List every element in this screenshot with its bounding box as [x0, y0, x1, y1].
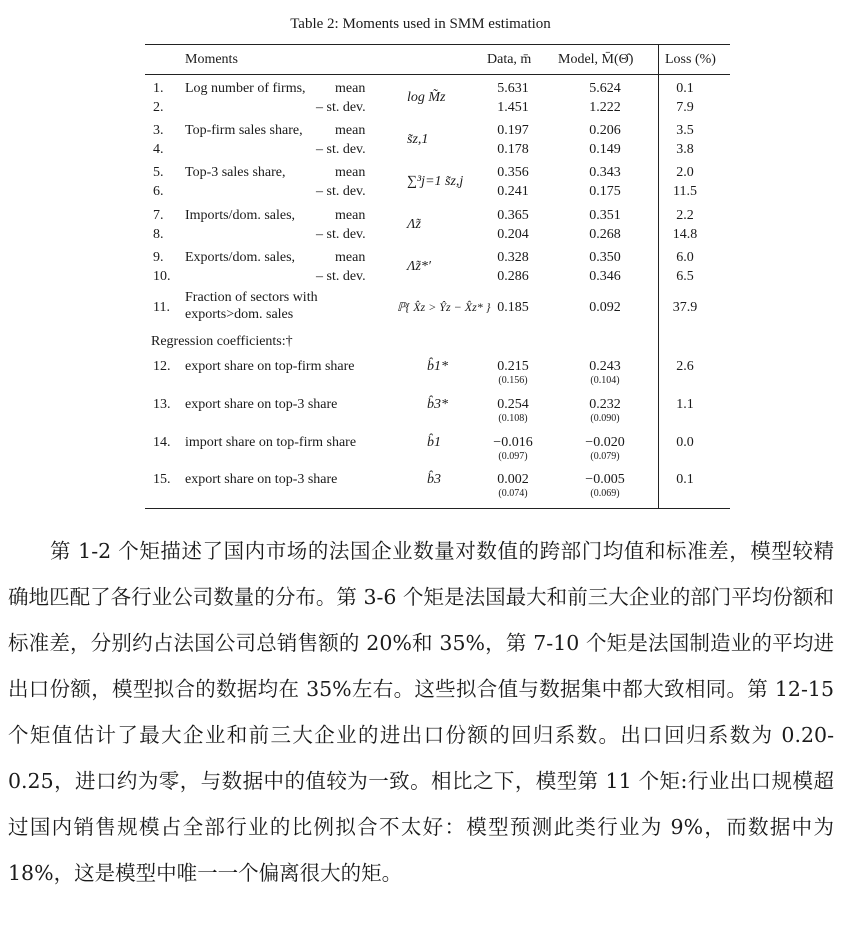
model-value: 0.268: [589, 227, 621, 242]
model-value: 0.243: [589, 359, 621, 374]
data-value: −0.016: [493, 435, 533, 450]
header-data: Data, m̄: [487, 52, 532, 67]
loss-value: 3.5: [676, 123, 694, 138]
data-value: 0.356: [497, 165, 529, 180]
loss-value: 6.5: [676, 269, 694, 284]
loss-value: 0.0: [676, 435, 694, 450]
data-value: 0.328: [497, 250, 529, 265]
model-value: 0.092: [589, 300, 621, 315]
moments-table: [145, 44, 730, 509]
moment-stat-mean: mean: [335, 81, 366, 96]
header-moments: Moments: [185, 52, 238, 67]
moment-stat-stdev: – st. dev.: [316, 100, 366, 115]
moment-symbol: b̂1: [427, 435, 441, 450]
loss-value: 14.8: [672, 227, 698, 242]
row-number: 9.: [153, 250, 164, 265]
moment-stat-stdev: – st. dev.: [316, 184, 366, 199]
loss-value: 3.8: [676, 142, 694, 157]
row-number: 14.: [153, 435, 171, 450]
data-value: 1.451: [497, 100, 529, 115]
moment-label: Exports/dom. sales,: [185, 250, 296, 265]
model-value: 0.149: [589, 142, 621, 157]
data-std-error: (0.156): [498, 375, 528, 386]
header-rule: [145, 74, 730, 75]
data-std-error: (0.108): [498, 413, 528, 424]
model-value: 0.206: [589, 123, 621, 138]
loss-value: 2.2: [676, 208, 694, 223]
loss-value: 1.1: [676, 397, 694, 412]
moment-symbol: b̂3*: [427, 397, 448, 412]
data-std-error: (0.097): [498, 451, 528, 462]
row-number: 6.: [153, 184, 164, 199]
row-number: 8.: [153, 227, 164, 242]
section-label: Regression coefficients:†: [151, 334, 293, 349]
model-value: −0.005: [585, 472, 625, 487]
moment-stat-mean: mean: [335, 250, 366, 265]
data-value: 0.365: [497, 208, 529, 223]
model-value: 0.350: [589, 250, 621, 265]
model-value: 0.175: [589, 184, 621, 199]
row-number: 4.: [153, 142, 164, 157]
loss-value: 2.0: [676, 165, 694, 180]
data-value: 0.286: [497, 269, 529, 284]
loss-value: 0.1: [676, 472, 694, 487]
loss-value: 7.9: [676, 100, 694, 115]
loss-value: 6.0: [676, 250, 694, 265]
moment-label: export share on top-3 share: [185, 472, 338, 487]
data-std-error: (0.074): [498, 488, 528, 499]
data-value: 0.215: [497, 359, 529, 374]
moment-label: import share on top-firm share: [185, 435, 357, 450]
moment-label: export share on top-firm share: [185, 359, 355, 374]
row-number: 10.: [153, 269, 171, 284]
loss-value: 37.9: [672, 300, 698, 315]
moment-label: Imports/dom. sales,: [185, 208, 296, 223]
model-value: 0.232: [589, 397, 621, 412]
model-value: −0.020: [585, 435, 625, 450]
model-std-error: (0.090): [590, 413, 620, 424]
moment-symbol: s̃z,1: [407, 132, 429, 147]
loss-value: 2.6: [676, 359, 694, 374]
moment-symbol: b̂3: [427, 472, 441, 487]
model-value: 1.222: [589, 100, 621, 115]
table-caption: Table 2: Moments used in SMM estimation: [290, 16, 551, 32]
moment-stat-stdev: – st. dev.: [316, 142, 366, 157]
model-value: 0.351: [589, 208, 621, 223]
moment-symbol: ∑³j=1 s̃z,j: [407, 174, 464, 189]
data-value: 5.631: [497, 81, 529, 96]
moment-label: Log number of firms,: [185, 81, 306, 96]
moment-label: export share on top-3 share: [185, 397, 338, 412]
row-number: 5.: [153, 165, 164, 180]
moment-stat-mean: mean: [335, 165, 366, 180]
moment-stat-mean: mean: [335, 208, 366, 223]
moment-stat-mean: mean: [335, 123, 366, 138]
moment-symbol: ℙ{ X̂z > Ŷz − X̂z* }: [397, 300, 491, 314]
row-number: 1.: [153, 81, 164, 96]
model-value: 0.346: [589, 269, 621, 284]
row-number: 11.: [153, 300, 170, 315]
data-value: 0.197: [497, 123, 529, 138]
moment-symbol: Λ̃z*′: [407, 259, 431, 274]
moment-stat-stdev: – st. dev.: [316, 269, 366, 284]
model-std-error: (0.079): [590, 451, 620, 462]
moment-label: Top-3 sales share,: [185, 165, 286, 180]
row-number: 13.: [153, 397, 171, 412]
row-number: 12.: [153, 359, 171, 374]
moment-symbol: Λ̃z: [407, 217, 421, 232]
moment-label: Fraction of sectors with: [185, 290, 318, 305]
row-number: 2.: [153, 100, 164, 115]
model-value: 5.624: [589, 81, 621, 96]
row-number: 15.: [153, 472, 171, 487]
moment-symbol: b̂1*: [427, 359, 448, 374]
model-std-error: (0.069): [590, 488, 620, 499]
header-loss: Loss (%): [665, 52, 716, 67]
data-value: 0.254: [497, 397, 529, 412]
loss-value: 11.5: [673, 184, 697, 199]
data-value: 0.185: [497, 300, 529, 315]
data-value: 0.241: [497, 184, 529, 199]
header-model: Model, M̄(Θ̂): [558, 52, 634, 67]
data-value: 0.204: [497, 227, 529, 242]
body-paragraph: [8, 528, 834, 896]
data-value: 0.002: [497, 472, 529, 487]
paragraph-text: 第 1-2 个矩描述了国内市场的法国企业数量对数值的跨部门均值和标准差，模型较精确地匹配了各行业公司数量的分布。第 3-6 个矩是法国最大和前三大企业的部门平均份额和标准差，分别约占法国公司总销售额的 20%和 35%，第 7-10 个矩是法国制造业的平均进出口份额，模型拟合的数据均在 35%左右。这些拟合值与数据集中都大致相同。第 12-15 个矩值估计了最大企业和前三大企业的进出口份额的回归系数。出口回归系数为 0.20-0.25，进口约为零，与数据中的值较为一致。相比之下，模型第 11 个矩:行业出口规模超过国内销售规模占全部行业的比例拟合不太好：模型预测此类行业为 9%，而数据中为 18%，这是模型中唯一一个偏离很大的矩。: [8, 539, 834, 885]
loss-value: 0.1: [676, 81, 694, 96]
row-number: 3.: [153, 123, 164, 138]
moment-label: Top-firm sales share,: [185, 123, 303, 138]
model-std-error: (0.104): [590, 375, 620, 386]
row-number: 7.: [153, 208, 164, 223]
loss-column-rule: [658, 45, 659, 508]
model-value: 0.343: [589, 165, 621, 180]
moment-stat-stdev: – st. dev.: [316, 227, 366, 242]
data-value: 0.178: [497, 142, 529, 157]
moment-label: exports>dom. sales: [185, 307, 294, 322]
moment-symbol: log M̃z: [407, 90, 446, 105]
